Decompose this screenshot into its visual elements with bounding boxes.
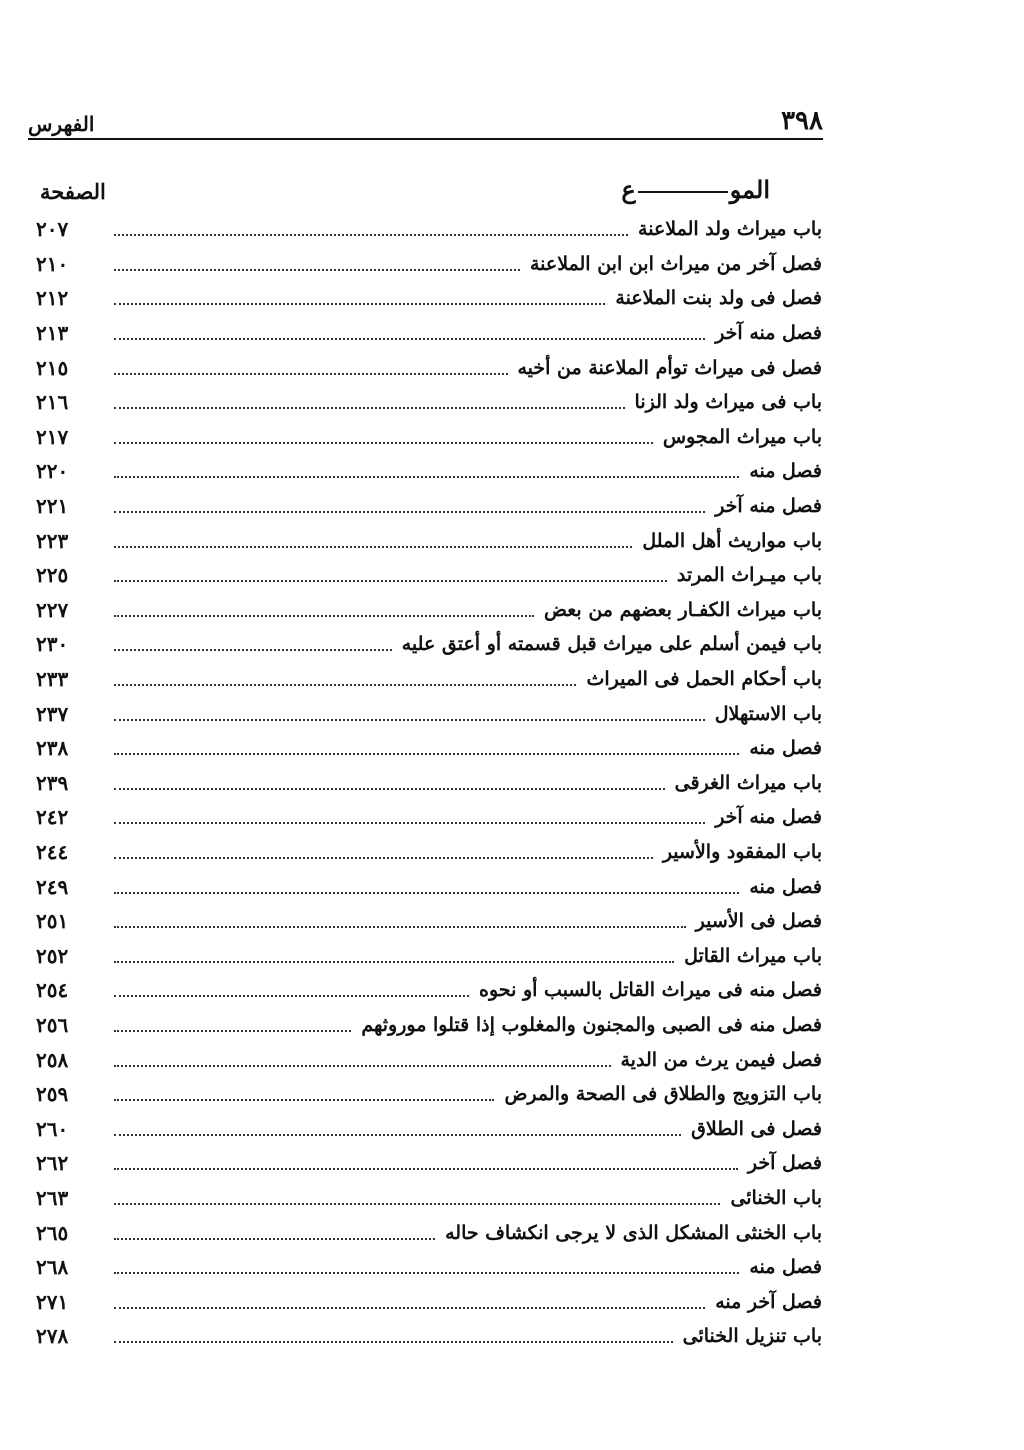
toc-entry-title: فصل فى الأسير [695,910,822,933]
dot-leader [114,580,667,582]
toc-entry [36,523,822,558]
toc-entry-title: باب تنزيل الخنائى [682,1325,822,1348]
toc-entry [36,593,822,628]
toc-entry-page: ٢٥٦ [36,1012,69,1037]
toc-entry [36,1181,822,1216]
toc-entry-page: ٢١٠ [36,251,69,276]
toc-entry-title: باب ميراث ولد الملاعنة [638,218,822,241]
toc-entry [36,420,822,455]
running-title: الفهرس [28,112,95,136]
toc-entry-title: باب ميـراث المرتد [676,564,822,587]
toc-entry-page: ٢٢٥ [36,563,69,588]
toc-entry-title: باب ميراث القاتل [684,944,822,967]
toc-entry [36,350,822,385]
toc-entry-page: ٢٦٢ [36,1151,69,1176]
dot-leader [114,926,686,928]
toc-entry-title: باب ميراث الكفـار بعضهم من بعض [543,598,822,621]
toc-entry [36,731,822,766]
toc-entry-page: ٢١٢ [36,286,69,311]
toc-entry-title: فصل منه [749,1256,822,1279]
dot-leader [114,1203,720,1205]
toc-entry-title: فصل آخر منه [715,1290,822,1313]
toc-entry-title: باب التزويج والطلاق فى الصحة والمرض [504,1083,822,1106]
toc-entry-page: ٢٤٢ [36,805,69,830]
toc-entry-page: ٢٦٣ [36,1185,69,1210]
toc-entry [36,1111,822,1146]
toc-entry-page: ٢٧١ [36,1289,69,1314]
toc-entry [36,662,822,697]
dot-leader [114,684,576,686]
page-column-heading: الصفحة [40,179,106,204]
dot-leader [114,1307,705,1309]
toc-entry-page: ٢٣٧ [36,701,69,726]
dot-leader [114,995,469,997]
dot-leader [114,822,705,824]
toc-entry [36,1215,822,1250]
dot-leader [114,1134,681,1136]
toc-entry-page: ٢٥٩ [36,1082,69,1107]
toc-entry-title: فصل منه فى الصبى والمجنون والمغلوب إذا قتلوا موروثهم [361,1013,822,1036]
dot-leader [114,1099,494,1101]
toc-entry-page: ٢٤٩ [36,874,69,899]
subject-column-heading [621,175,770,204]
toc-entry [36,800,822,835]
toc-entry-page: ٢٥١ [36,909,69,934]
toc-entry-title: باب ميراث المجوس [662,425,822,448]
toc-entry-page: ٢٦٠ [36,1116,69,1141]
toc-entry-title: باب فى ميراث ولد الزنا [634,391,822,414]
toc-entry [36,766,822,801]
toc-entry [36,869,822,904]
toc-entry-title: فصل فيمن يرث من الدية [620,1048,822,1071]
dot-leader [114,234,628,236]
toc-entry-page: ٢٠٧ [36,217,69,242]
toc-entry-title: فصل منه آخر [715,495,822,518]
dot-leader [114,269,520,271]
dot-leader [114,1341,673,1343]
dot-leader [114,511,705,513]
toc-entry-title: باب ميراث الغرقى [674,771,822,794]
toc-entry [36,489,822,524]
toc-entry-page: ٢٥٨ [36,1047,69,1072]
toc-entry-title: باب فيمن أسلم على ميراث قبل قسمته أو أعتق عليه [401,633,822,656]
toc-entry-page: ٢٣٠ [36,632,69,657]
toc-entry-page: ٢٣٩ [36,770,69,795]
dot-leader [114,373,508,375]
toc-entry [36,973,822,1008]
toc-entry [36,627,822,662]
toc-entry [36,558,822,593]
subject-heading-end: ع [621,175,636,204]
dot-leader [114,442,653,444]
dot-leader [114,615,534,617]
toc-entry-title: فصل منه فى ميراث القاتل بالسبب أو نحوه [479,979,822,1002]
dot-leader [114,1065,611,1067]
subject-heading-start: المو [729,175,770,204]
dot-leader [114,1168,738,1170]
toc-entry [36,696,822,731]
running-head [28,96,823,136]
toc-entry-title: باب الخنثى المشكل الذى لا يرجى انكشاف حاله [445,1221,822,1244]
toc-entry-page: ٢٢٧ [36,597,69,622]
toc-entry [36,1146,822,1181]
toc-entry-title: فصل آخر من ميراث ابن ابن الملاعنة [529,252,822,275]
toc-entry-title: فصل آخر [747,1152,822,1175]
table-of-contents [36,212,822,1354]
toc-entry [36,938,822,973]
toc-entry [36,281,822,316]
toc-entry-page: ٢٦٨ [36,1255,69,1280]
toc-entry-page: ٢٢٠ [36,459,69,484]
toc-entry-page: ٢٧٨ [36,1324,69,1349]
toc-entry-page: ٢٢١ [36,494,69,519]
toc-entry [36,1077,822,1112]
toc-entry-title: باب أحكام الحمل فى الميراث [586,668,822,691]
dot-leader [114,1030,351,1032]
dot-leader [114,303,605,305]
toc-entry-title: فصل فى ميراث توأم الملاعنة من أخيه [517,356,822,379]
toc-entry-page: ٢١٧ [36,424,69,449]
toc-entry-page: ٢١٦ [36,390,69,415]
toc-entry-title: فصل منه آخر [715,322,822,345]
toc-entry [36,212,822,247]
dot-leader [114,719,705,721]
toc-entry-page: ٢٣٨ [36,736,69,761]
toc-entry [36,1284,822,1319]
header-rule [28,138,823,140]
heading-tatweel [638,191,728,193]
toc-entry-page: ٢٦٥ [36,1220,69,1245]
dot-leader [114,857,653,859]
toc-entry-page: ٢٤٤ [36,839,69,864]
toc-entry-page: ٢٢٣ [36,528,69,553]
dot-leader [114,961,674,963]
toc-entry-title: باب مواريث أهل الملل [642,529,822,552]
toc-entry-title: فصل منه [749,737,822,760]
toc-entry [36,904,822,939]
toc-entry [36,316,822,351]
toc-entry-title: باب الخنائى [730,1186,822,1209]
toc-entry-title: فصل فى ولد بنت الملاعنة [615,287,822,310]
page-number: ٣٩٨ [781,106,823,136]
dot-leader [114,546,632,548]
dot-leader [114,892,739,894]
dot-leader [114,649,392,651]
dot-leader [114,1238,435,1240]
toc-entry-page: ٢١٥ [36,355,69,380]
dot-leader [114,407,625,409]
dot-leader [114,753,739,755]
dot-leader [114,476,739,478]
toc-entry-title: فصل منه آخر [715,806,822,829]
toc-entry [36,247,822,282]
toc-entry [36,385,822,420]
dot-leader [114,788,665,790]
toc-entry [36,1008,822,1043]
toc-entry-title: باب المفقود والأسير [662,840,822,863]
dot-leader [114,338,705,340]
toc-entry-title: باب الاستهلال [714,702,822,725]
toc-entry-title: فصل فى الطلاق [691,1117,822,1140]
toc-entry-page: ٢٣٣ [36,667,69,692]
column-headings [40,158,770,204]
toc-entry [36,835,822,870]
toc-entry [36,1319,822,1354]
toc-entry [36,1042,822,1077]
toc-entry-title: فصل منه [749,875,822,898]
dot-leader [114,1272,739,1274]
toc-entry [36,454,822,489]
toc-entry-page: ٢٥٢ [36,943,69,968]
toc-entry-title: فصل منه [749,460,822,483]
toc-entry-page: ٢١٣ [36,321,69,346]
toc-entry [36,1250,822,1285]
toc-entry-page: ٢٥٤ [36,978,69,1003]
